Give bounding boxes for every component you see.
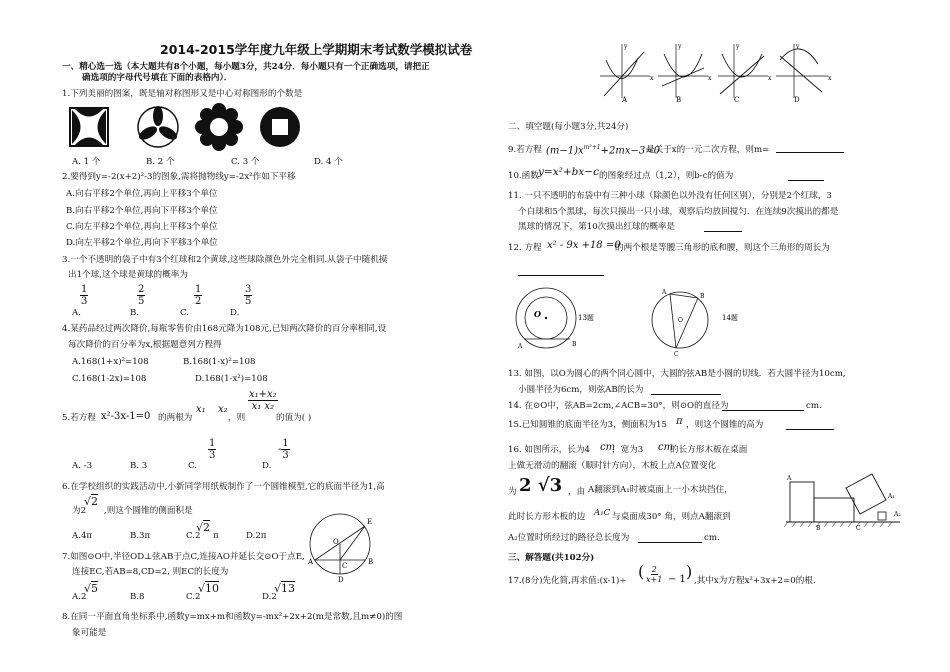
svg-text:A: A	[662, 289, 667, 296]
q1-option-b: B. 2 个	[146, 157, 175, 167]
q12-suffix: 的两个根是等腰三角形的底和腰，则这个三角形的周长为	[615, 243, 830, 253]
q2-option-a: A.向右平移2个单位,再向上平移3个单位	[66, 189, 218, 199]
q8-graph-a	[600, 43, 654, 104]
svg-text:O: O	[678, 317, 683, 324]
section1-heading-2: 确选项的字母代号填在下面的表格内）．	[82, 73, 233, 83]
svg-text:y: y	[678, 43, 682, 50]
q7-stem: 7.如图⊙O中,半径OD⊥弦AB于点C,连接AO并延长交⊙O于点E,	[62, 552, 305, 562]
q5-option-b: B. 3	[130, 461, 148, 471]
q15-prefix: 15.已知圆锥的底面半径为3，侧面积为15	[508, 420, 667, 430]
pattern-flower	[195, 103, 243, 151]
q5-x2: x₂	[218, 404, 228, 415]
q6-option-c: C.2	[186, 531, 201, 541]
q1-option-d: D. 4 个	[314, 157, 343, 167]
q3-stem: 3.一个不透明的袋子中有3个红球和2个黄球,这些球除颜色外完全相同.从袋子中随机摸	[62, 255, 388, 265]
q13-answer-blank[interactable]	[651, 394, 721, 395]
q5-equation: x²-3x-1=0	[101, 411, 151, 422]
q6-stem-2b: ,则这个圆锥的侧面积是	[104, 506, 193, 516]
q16-line-1c: 的长方形木板在桌面	[670, 445, 748, 455]
q8-graph-c	[718, 43, 772, 104]
q4-option-d: D.168(1-x²)=108	[195, 374, 268, 384]
svg-text:x: x	[708, 75, 712, 82]
q1-patterns	[70, 106, 310, 150]
q8-stem: 8.在同一平面直角坐标系中,函数y=mx+m和函数y=-mx²+2x+2(m是常数,且m≠0)的图	[62, 612, 403, 622]
q3-frac-b: $\frac{2}{5}$	[138, 284, 145, 307]
pattern-coin	[260, 107, 300, 147]
q9-equation: $(m-1)x^{m^2+1}+2mx-3=0$	[546, 144, 660, 157]
q4-option-c: C.168(1-2x)=108	[72, 374, 147, 384]
svg-text:x: x	[768, 75, 772, 82]
q16-line-4ac: A₁C	[594, 508, 611, 518]
section2-heading: 二、填空题(每小题3分,共24分)	[508, 122, 629, 132]
q10-equation: y=x²+bx−c	[538, 166, 599, 178]
svg-text:B: B	[700, 293, 705, 300]
q6-stem: 6.在学校组织的实践活动中,小新同学用纸板制作了一个圆锥模型,它的底面半径为1,高	[62, 482, 385, 492]
q8-graph-d	[776, 43, 832, 104]
q1-option-a: A. 1 个	[72, 157, 101, 167]
q16-line-2: 上做无滑动的翻滚（顺时针方向），木板上点A位置变化	[508, 461, 717, 471]
q3-label-b: B.	[130, 308, 140, 318]
q16-line-3c: A翻滚到A₁时被桌面上一小木块挡住，	[588, 485, 733, 495]
q11-line-1: 11. 一只不透明的布袋中有三种小球（除颜色以外没有任何区别），分别是2个红球，3	[508, 191, 832, 201]
q2-option-d: D.向左平移2个单位,再向下平移3个单位	[66, 238, 218, 248]
q4-option-a: A.168(1+x)²=108	[72, 357, 149, 367]
q3-frac-a: $\frac{1}{3}$	[81, 284, 88, 307]
q7-option-c-root: √10	[198, 582, 220, 595]
q16-line-1a: 16. 如图所示，长为4	[508, 445, 591, 455]
q7-label-a: A	[308, 558, 314, 566]
svg-text:C: C	[674, 351, 679, 358]
q16-line-4a: 此时长方形木板的边	[508, 512, 586, 522]
q8-stem-2: 象可能是	[72, 628, 107, 638]
svg-text:C: C	[734, 96, 740, 104]
q3-label-d: D.	[230, 308, 240, 318]
q16-line-3b: ，由	[568, 487, 586, 497]
q6-stem-2a: 为2	[72, 506, 87, 516]
q17-left-paren: (	[638, 562, 645, 581]
q14-answer-blank[interactable]	[722, 410, 804, 411]
svg-text:x: x	[828, 75, 832, 82]
svg-text:y: y	[624, 43, 628, 50]
svg-text:A: A	[622, 96, 628, 104]
q7-label-d: D	[338, 576, 344, 584]
q3-frac-c: $\frac{1}{2}$	[195, 284, 202, 307]
svg-text:B: B	[676, 96, 682, 104]
q12-equation: x² - 9x +18 =0	[547, 240, 621, 251]
q5-frac-d: - $\frac{1}{3}$	[278, 438, 289, 461]
q7-option-c: C.2	[186, 592, 201, 602]
q16-rolling-board-figure	[784, 470, 904, 530]
q6-option-b: B.3π	[130, 531, 151, 541]
figures-13-14	[512, 286, 752, 358]
q13-line-1: 13. 如图，以O为圆心的两个同心圆中，大圆的弦AB是小圆的切线．若大圆半径为10cm,	[508, 369, 846, 379]
q6-option-a: A.4π	[72, 531, 93, 541]
pattern-x-figure	[70, 108, 108, 146]
q7-option-b: B.8	[130, 592, 145, 602]
svg-text:y: y	[796, 43, 800, 50]
q4-stem: 4.某药品经过两次降价,每瓶零售价由168元降为108元,已知两次降价的百分率相同,设	[62, 324, 387, 334]
q2-option-c: C.向左平移2个单位,再向上平移3个单位	[66, 222, 218, 232]
q17-minus-one: − 1	[668, 574, 686, 585]
q13-line-2: 小圆半径为6cm，则弦AB的长为	[518, 385, 644, 395]
q4-stem-2: 每次降价的百分率为x,根据题意列方程得	[68, 340, 222, 350]
q7-circle-figure	[305, 508, 375, 584]
q5-option-a: A. -3	[72, 461, 93, 471]
q8-graphs	[596, 40, 836, 102]
q10-answer-blank[interactable]	[788, 180, 824, 181]
q5-fraction: $\frac{\text{x₁+x₂}}{\text{x₁ x₂}}$	[249, 389, 277, 412]
q7-label-o: O	[333, 538, 339, 546]
q7-stem-2: 连接EC,若AB=8,CD=2, 则EC的长度为	[72, 567, 229, 577]
q6-option-c-sqrt: √2	[196, 521, 211, 534]
q12-prefix: 12. 方程	[508, 243, 542, 253]
q1-stem: 1.下列美丽的图案，既是轴对称图形又是中心对称图形的个数是	[62, 89, 303, 99]
section1-heading: 一、精心选一选（本大题共有8个小题，每小题3分，共24分．每小题只有一个正确选项，请把正	[62, 62, 430, 72]
svg-text:A: A	[518, 343, 523, 350]
svg-text:y: y	[736, 43, 740, 50]
q7-option-d-root: √13	[274, 582, 296, 595]
q14-unit: cm.	[806, 401, 822, 411]
q4-option-b: B.168(1-x)²=108	[183, 357, 256, 367]
q2-option-b: B.向右平移2个单位,再向下平移3个单位	[66, 206, 218, 216]
q11-line-2: 个白球和5个黑球，每次只摸出一只小球，观察后均放回搅匀．在连续9次摸出的都是	[518, 207, 839, 217]
q16-big-value: 2 √3	[519, 475, 563, 496]
q5-option-d: D.	[262, 461, 272, 471]
section3-heading: 三、解答题(共102分)	[508, 553, 595, 563]
q7-option-a: A.2	[72, 592, 87, 602]
q5-suffix: 的值为( )	[276, 413, 312, 423]
q14-line-1: 14. 在⊙O中，弦AB=2cm,∠ACB=30°，则⊙O的直径为	[508, 401, 729, 411]
q7-option-d: D.2	[262, 592, 277, 602]
q1-option-c: C. 3 个	[231, 157, 260, 167]
q16-line-4b: 与桌面成30° 角，则点A翻滚到	[612, 512, 731, 522]
fig14-inscribed-triangle	[652, 289, 738, 358]
svg-text:B: B	[572, 341, 577, 348]
q9-answer-blank[interactable]	[776, 152, 844, 153]
svg-text:A₁: A₁	[888, 493, 895, 500]
q16-line-1b: ，宽为3	[612, 445, 644, 455]
q5-then: ，则	[228, 413, 246, 423]
q3-stem-2: 出1个球,这个球是黄球的概率为	[68, 270, 188, 280]
q5-prefix: 5.若方程	[62, 413, 96, 423]
q15-answer-blank[interactable]	[786, 429, 834, 430]
svg-text:O: O	[534, 309, 541, 319]
fig13-concentric-circles	[516, 288, 594, 350]
q6-sqrt: √2	[84, 495, 99, 508]
q11-answer-blank[interactable]	[704, 231, 742, 232]
q12-answer-blank[interactable]	[518, 275, 604, 276]
q16-answer-blank[interactable]	[638, 542, 702, 543]
q7-option-a-root: √5	[84, 582, 99, 595]
q7-label-c: C	[342, 562, 348, 570]
q3-frac-d: $\frac{3}{5}$	[245, 284, 252, 307]
q10-suffix: 的图象经过点（1,2），则b-c的值为	[599, 171, 734, 181]
q16-cm-1: cm	[600, 442, 616, 453]
page-title: 2014-2015学年度九年级上学期期末考试数学模拟试卷	[160, 42, 473, 57]
q3-label-a: A.	[72, 308, 81, 318]
q3-label-c: C.	[180, 308, 190, 318]
svg-text:13题: 13题	[578, 314, 594, 322]
svg-text:B: B	[816, 525, 821, 532]
q16-line-3a: 为	[508, 487, 517, 497]
svg-text:A₂: A₂	[894, 511, 901, 518]
q2-stem: 2.要得到y=-2(x+2)²-3的图象,需将抛物线y=-2x²作如下平移	[62, 172, 296, 182]
q17-fraction: $\frac{2}{x+1}$	[646, 565, 663, 584]
svg-text:C: C	[856, 525, 861, 532]
q6-option-c-pi: π	[213, 531, 219, 541]
q16-line-5b: cm.	[704, 533, 720, 543]
q15-pi: π	[676, 416, 683, 427]
q10-prefix: 10.函数	[508, 171, 539, 181]
svg-text:14题: 14题	[722, 314, 738, 322]
q5-frac-c: $\frac{1}{3}$	[209, 438, 216, 461]
q9-suffix: 是关于x的一元二次方程，则m=	[646, 145, 770, 155]
q16-line-5a: A₂位置时所经过的路径总长度为	[508, 533, 630, 543]
q17-right-paren: )	[686, 562, 693, 581]
q5-x1: x₁	[196, 404, 206, 415]
q7-label-e: E	[367, 518, 373, 526]
q11-line-3: 黑球的情况下，第10次摸出红球的概率是	[518, 222, 676, 232]
q6-option-d: D.2π	[246, 531, 267, 541]
q9-prefix: 9.若方程	[508, 145, 542, 155]
pattern-three-leaves	[137, 106, 179, 147]
q17-prefix: 17.(8分)先化简,再求值:(x-1)÷	[508, 576, 627, 586]
svg-text:A: A	[787, 475, 792, 482]
q7-label-b: B	[368, 558, 374, 566]
svg-text:x: x	[650, 75, 654, 82]
q17-suffix: ,其中x为方程x²+3x+2=0的根.	[694, 576, 816, 586]
svg-text:D: D	[794, 96, 800, 104]
q15-suffix: ，则这个圆锥的高为	[686, 420, 764, 430]
q8-graph-b	[658, 43, 712, 104]
q5-mid: 的两根为	[158, 413, 193, 423]
q16-cm-2: cm	[658, 442, 674, 453]
q5-option-c: C.	[188, 461, 198, 471]
